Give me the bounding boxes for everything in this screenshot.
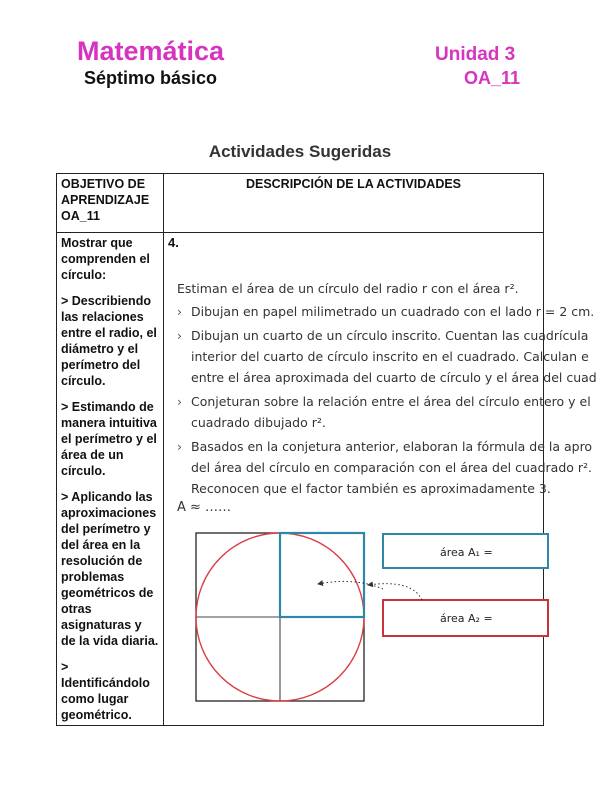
description-header: DESCRIPCIÓN DE LA ACTIVIDADES — [164, 174, 544, 233]
description-cell — [164, 233, 597, 726]
area-a1-label: área A₁ = — [440, 546, 493, 559]
bullet-chevron-icon: › — [177, 328, 182, 343]
objective-item: > Estimando de manera intuitiva el perímetro y el área de un círculo. — [61, 400, 157, 478]
bullet-chevron-icon: › — [177, 439, 182, 454]
table-header-row — [57, 174, 544, 233]
objective-item: Mostrar que comprenden el círculo: — [61, 236, 150, 282]
unit-label: Unidad 3 — [435, 44, 516, 65]
arrow-to-square — [318, 581, 383, 589]
objective-item: > Describiendo las relaciones entre el radio, el diámetro y el perímetro del círculo. — [61, 294, 157, 388]
activity-number: 4. — [168, 235, 179, 250]
activities-table — [56, 173, 597, 726]
list-item: › Conjeturan sobre la relación entre el área del círculo entero y el cuadrado dibujado r². — [177, 391, 591, 433]
bullet-chevron-icon: › — [177, 304, 182, 319]
textbook-excerpt — [168, 251, 597, 723]
circle-square-diagram — [190, 529, 550, 719]
objectives-cell — [57, 233, 164, 726]
table-row — [57, 233, 544, 726]
subject-title: Matemática — [77, 36, 225, 66]
grade-label: Séptimo básico — [84, 68, 218, 88]
quarter-square-a1 — [280, 533, 364, 617]
objective-item: > Identificándolo como lugar geométrico. — [61, 660, 150, 722]
list-item: › Basados en la conjetura anterior, elaboran la fórmula de la apro del área del círculo en comparación con el área del cuadrado r². Reconocen que el factor también es aproximadamente 3. — [177, 436, 592, 499]
objective-item: > Aplicando las aproximaciones del perímetro y del área en la resolución de problemas geométricos de otras asignaturas y de la vida diaria. — [61, 490, 159, 648]
oa-label: OA_11 — [464, 68, 521, 88]
activity-intro: Estiman el área de un círculo del radio r con el área r². — [177, 281, 519, 296]
arrow-to-quarter-circle — [368, 584, 422, 600]
objective-header: OBJETIVO DE APRENDIZAJE OA_11 — [57, 174, 164, 233]
list-item: › Dibujan un cuarto de un círculo inscrito. Cuentan las cuadrícula interior del cuarto de círculo inscrito en el cuadrado. Calculan e entre el área aproximada del cuarto de círculo y el área del cuad — [177, 325, 597, 388]
area-approximation: A ≈ …… — [177, 500, 232, 515]
section-title: Actividades Sugeridas — [208, 142, 392, 161]
bullet-chevron-icon: › — [177, 394, 182, 409]
area-a2-label: área A₂ = — [440, 612, 493, 625]
list-item: › Dibujan en papel milimetrado un cuadrado con el lado r = 2 cm. — [177, 301, 594, 322]
